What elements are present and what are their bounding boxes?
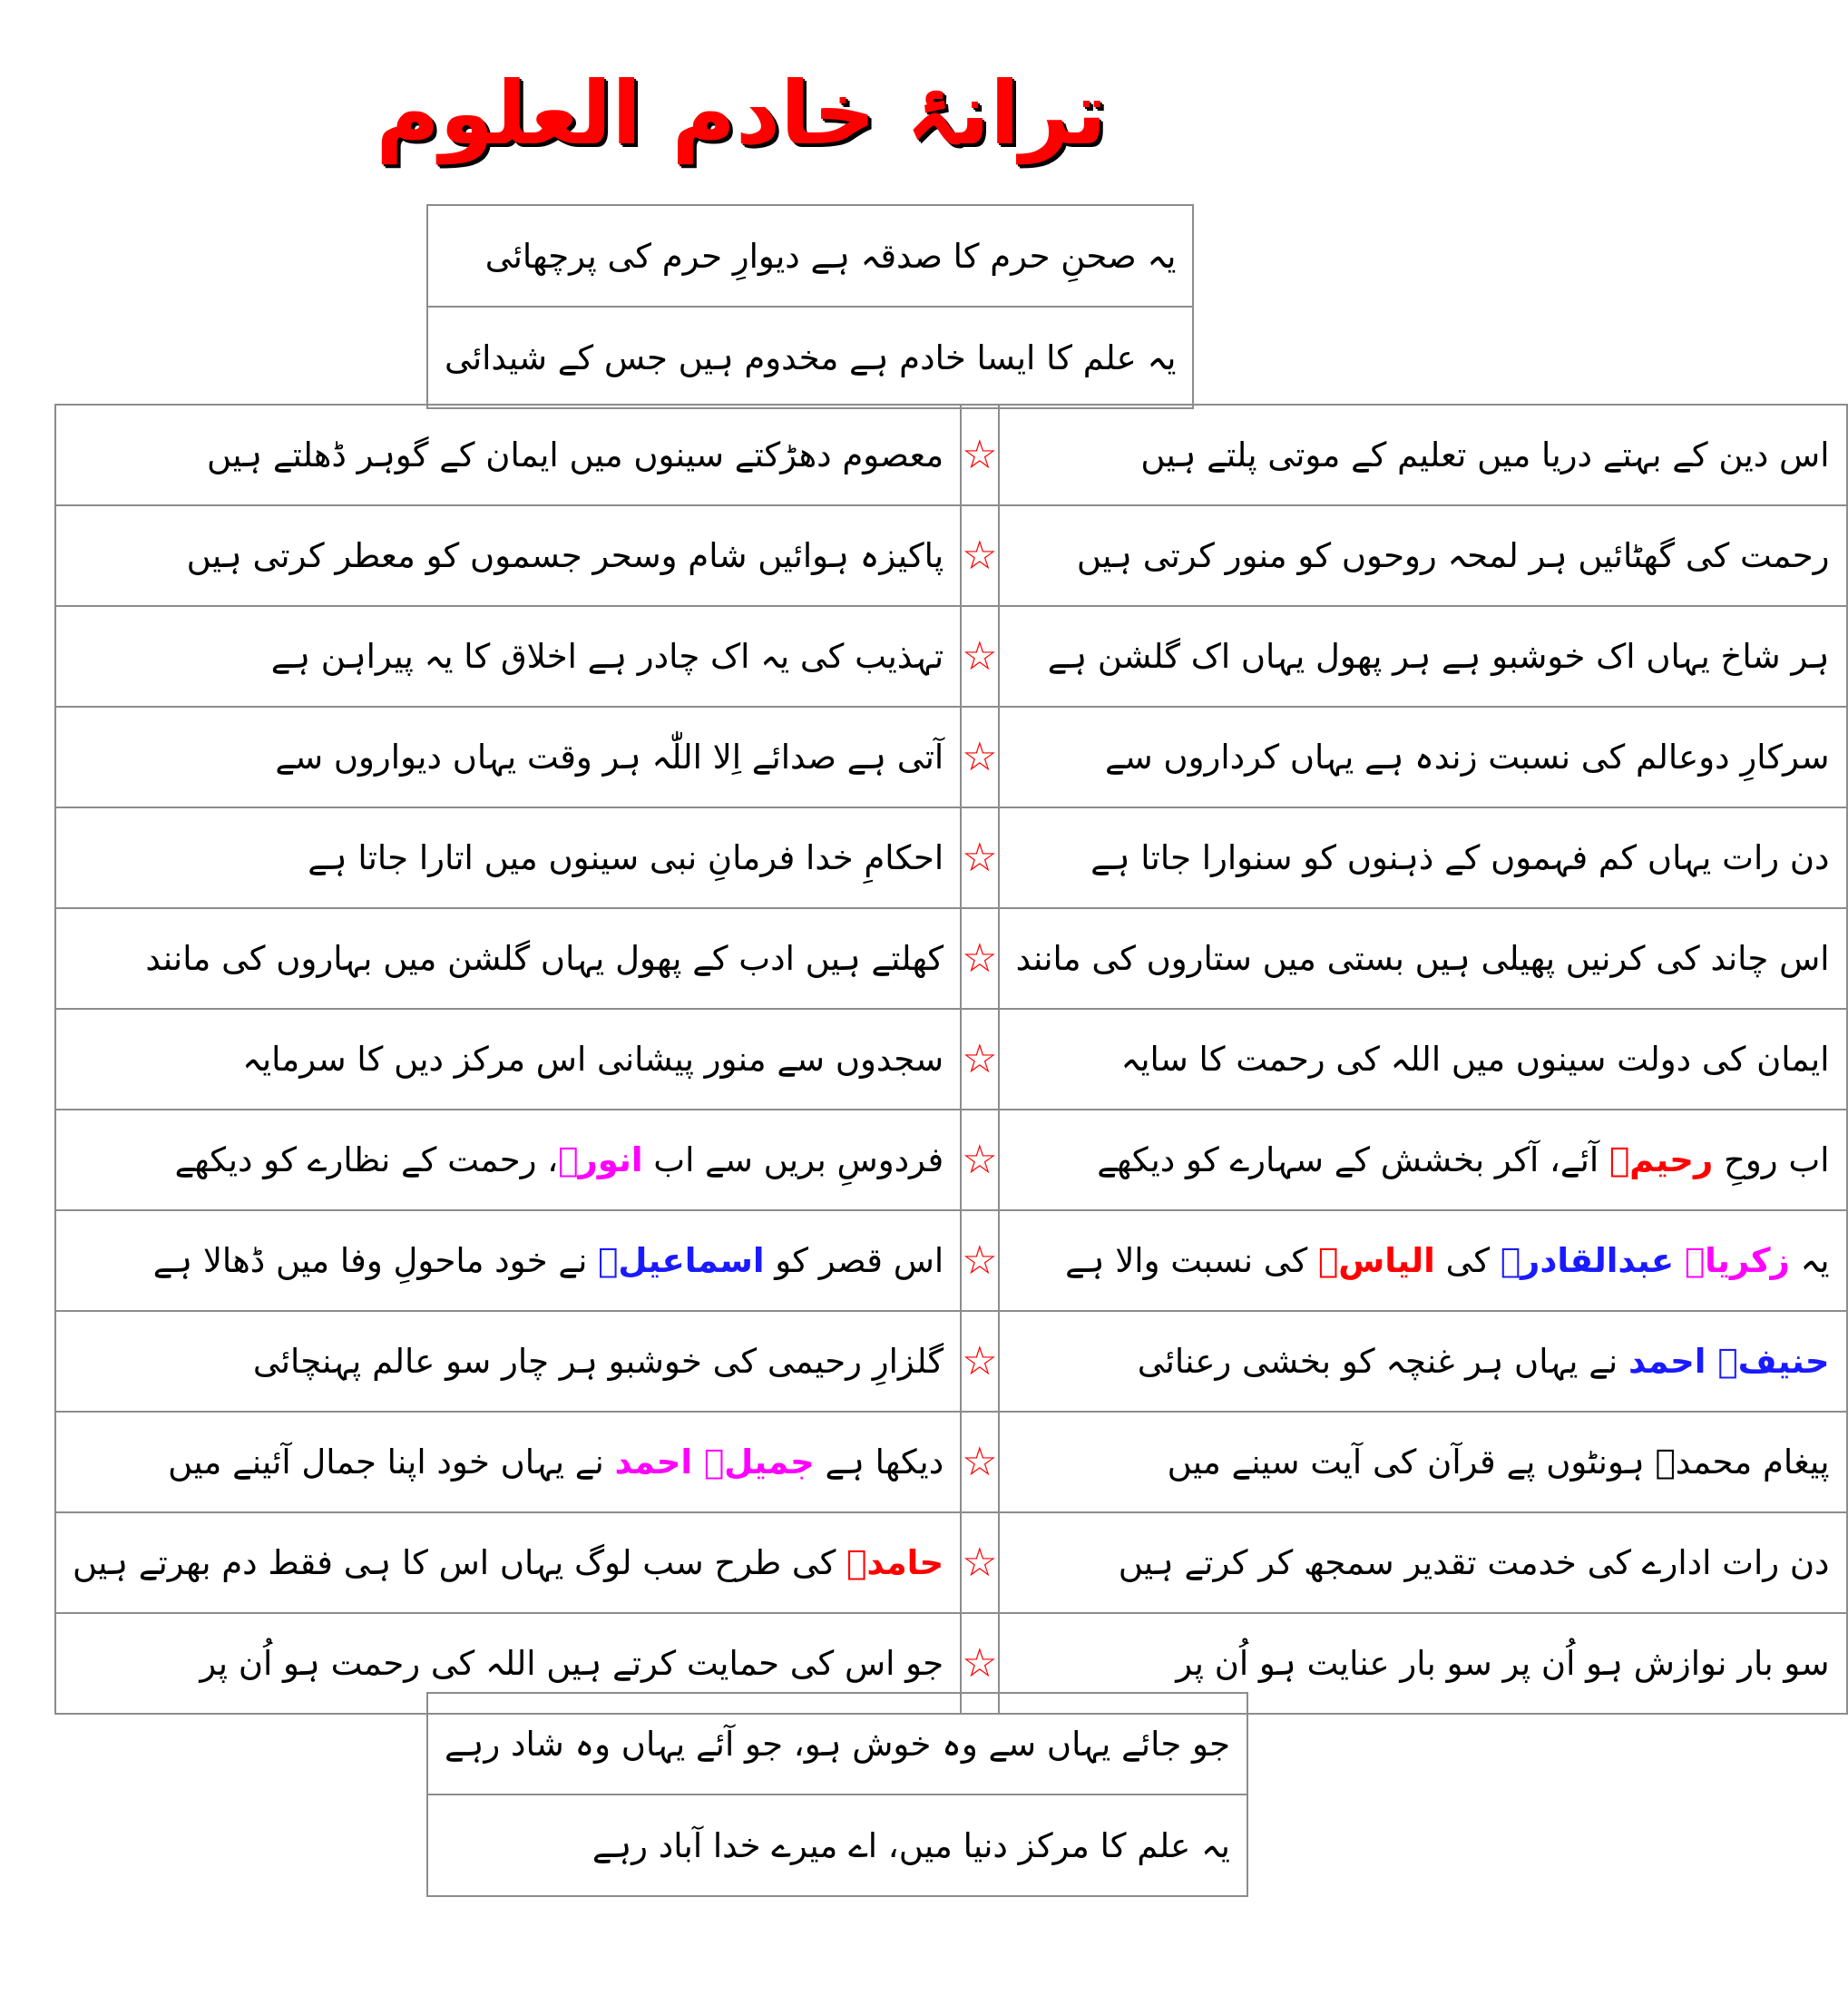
second-hemistich: سجدوں سے منور پیشانی اس مرکز دیں کا سرمایہ — [55, 1009, 961, 1110]
couplet-row — [55, 1311, 1847, 1412]
poet-name: اسماعیلؔ — [598, 1241, 765, 1280]
second-hemistich: آتی ہے صدائے اِلا اللّٰہ ہر وقت یہاں دیواروں سے — [55, 707, 961, 807]
text-segment: ، رحمت کے نظارے کو دیکھے — [174, 1140, 559, 1179]
second-hemistich: جو اس کی حمایت کرتے ہیں اللہ کی رحمت ہو اُن پر — [55, 1613, 961, 1714]
first-hemistich — [999, 1311, 1847, 1412]
first-hemistich: ہر شاخ یہاں اک خوشبو ہے ہر پھول یہاں اک گلشن ہے — [999, 606, 1847, 707]
page-title: ترانۂ خادم العلوم — [376, 63, 1107, 164]
star-icon: ☆ — [961, 1512, 998, 1613]
outro-row — [427, 1795, 1247, 1896]
outro-line: جو جائے یہاں سے وہ خوش ہو، جو آئے یہاں وہ شاد رہے — [427, 1693, 1247, 1795]
second-hemistich: معصوم دھڑکتے سینوں میں ایمان کے گوہر ڈھلتے ہیں — [55, 405, 961, 505]
couplet-row — [55, 1110, 1847, 1210]
second-hemistich — [55, 1512, 961, 1613]
poet-name: انورؔ — [558, 1140, 643, 1179]
first-hemistich: پیغام محمدؐ ہونٹوں پے قرآن کی آیت سینے میں — [999, 1412, 1847, 1512]
star-icon: ☆ — [961, 908, 998, 1009]
second-hemistich: کھلتے ہیں ادب کے پھول یہاں گلشن میں بہاروں کی مانند — [55, 908, 961, 1009]
poet-name: عبدالقادرؔ — [1500, 1241, 1675, 1280]
star-icon: ☆ — [961, 1110, 998, 1210]
outro-table — [426, 1692, 1248, 1897]
couplet-row — [55, 405, 1847, 505]
couplet-row — [55, 505, 1847, 606]
couplets-table — [54, 404, 1848, 1715]
poet-name: حامدؔ — [846, 1543, 944, 1582]
intro-row — [427, 307, 1193, 408]
text-segment — [1674, 1241, 1685, 1280]
intro-line: یہ علم کا ایسا خادم ہے مخدوم ہیں جس کے شیدائی — [427, 307, 1193, 408]
text-segment: اب روحِ — [1713, 1140, 1830, 1179]
text-segment: اس قصر کو — [764, 1241, 944, 1280]
first-hemistich: اس دین کے بہتے دریا میں تعلیم کے موتی پلتے ہیں — [999, 405, 1847, 505]
text-segment: نے یہاں ہر غنچہ کو بخشی رعنائی — [1137, 1342, 1628, 1381]
second-hemistich — [55, 1110, 961, 1210]
star-icon: ☆ — [961, 1311, 998, 1412]
poet-name: حنیفؔ احمد — [1628, 1342, 1830, 1381]
second-hemistich: گلزارِ رحیمی کی خوشبو ہر چار سو عالم پہنچائی — [55, 1311, 961, 1412]
star-icon: ☆ — [961, 1009, 998, 1110]
star-icon: ☆ — [961, 1613, 998, 1714]
couplet-row — [55, 606, 1847, 707]
couplet-row — [55, 1412, 1847, 1512]
outro-line: یہ علم کا مرکز دنیا میں، اے میرے خدا آباد رہے — [427, 1795, 1247, 1896]
first-hemistich: ایمان کی دولت سینوں میں اللہ کی رحمت کا سایہ — [999, 1009, 1847, 1110]
text-segment: نے یہاں خود اپنا جمال آئینے میں — [168, 1442, 615, 1482]
text-segment: کی طرح سب لوگ یہاں اس کا ہی فقط دم بھرتے ہیں — [73, 1543, 847, 1582]
couplet-row — [55, 1009, 1847, 1110]
second-hemistich: احکامِ خدا فرمانِ نبی سینوں میں اتارا جاتا ہے — [55, 807, 961, 908]
intro-line: یہ صحنِ حرم کا صدقہ ہے دیوارِ حرم کی پرچھائی — [427, 205, 1193, 307]
text-segment: یہ — [1789, 1241, 1830, 1280]
poet-name: جمیلؔ احمد — [614, 1442, 815, 1482]
couplet-row — [55, 1512, 1847, 1613]
first-hemistich — [999, 1110, 1847, 1210]
star-icon: ☆ — [961, 505, 998, 606]
poet-name: الیاسؔ — [1318, 1241, 1435, 1280]
first-hemistich: رحمت کی گھٹائیں ہر لمحہ روحوں کو منور کرتی ہیں — [999, 505, 1847, 606]
star-icon: ☆ — [961, 807, 998, 908]
couplet-row — [55, 908, 1847, 1009]
poet-name: زکریاؔ — [1684, 1241, 1790, 1280]
text-segment: آئے، آکر بخشش کے سہارے کو دیکھے — [1097, 1140, 1609, 1179]
second-hemistich — [55, 1412, 961, 1512]
second-hemistich: پاکیزہ ہوائیں شام وسحر جسموں کو معطر کرتی ہیں — [55, 505, 961, 606]
second-hemistich: تہذیب کی یہ اک چادر ہے اخلاق کا یہ پیراہن ہے — [55, 606, 961, 707]
first-hemistich: سرکارِ دوعالم کی نسبت زندہ ہے یہاں کرداروں سے — [999, 707, 1847, 807]
text-segment: کی — [1434, 1241, 1501, 1280]
outro-row — [427, 1693, 1247, 1795]
text-segment: فردوسِ بریں سے اب — [642, 1140, 944, 1179]
second-hemistich — [55, 1210, 961, 1311]
first-hemistich: اس چاند کی کرنیں پھیلی ہیں بستی میں ستاروں کی مانند — [999, 908, 1847, 1009]
star-icon: ☆ — [961, 1210, 998, 1311]
couplet-row — [55, 707, 1847, 807]
first-hemistich: دن رات یہاں کم فہموں کے ذہنوں کو سنوارا جاتا ہے — [999, 807, 1847, 908]
star-icon: ☆ — [961, 606, 998, 707]
poet-name: رحیمؔ — [1608, 1140, 1714, 1179]
star-icon: ☆ — [961, 707, 998, 807]
first-hemistich: سو بار نوازش ہو اُن پر سو بار عنایت ہو اُن پر — [999, 1613, 1847, 1714]
intro-table — [426, 204, 1194, 409]
first-hemistich — [999, 1210, 1847, 1311]
couplet-row — [55, 807, 1847, 908]
text-segment: دیکھا ہے — [814, 1442, 944, 1482]
star-icon: ☆ — [961, 405, 998, 505]
text-segment: کی نسبت والا ہے — [1065, 1241, 1318, 1280]
first-hemistich: دن رات ادارے کی خدمت تقدیر سمجھ کر کرتے ہیں — [999, 1512, 1847, 1613]
star-icon: ☆ — [961, 1412, 998, 1512]
intro-row — [427, 205, 1193, 307]
text-segment: نے خود ماحولِ وفا میں ڈھالا ہے — [152, 1241, 599, 1280]
couplet-row — [55, 1210, 1847, 1311]
